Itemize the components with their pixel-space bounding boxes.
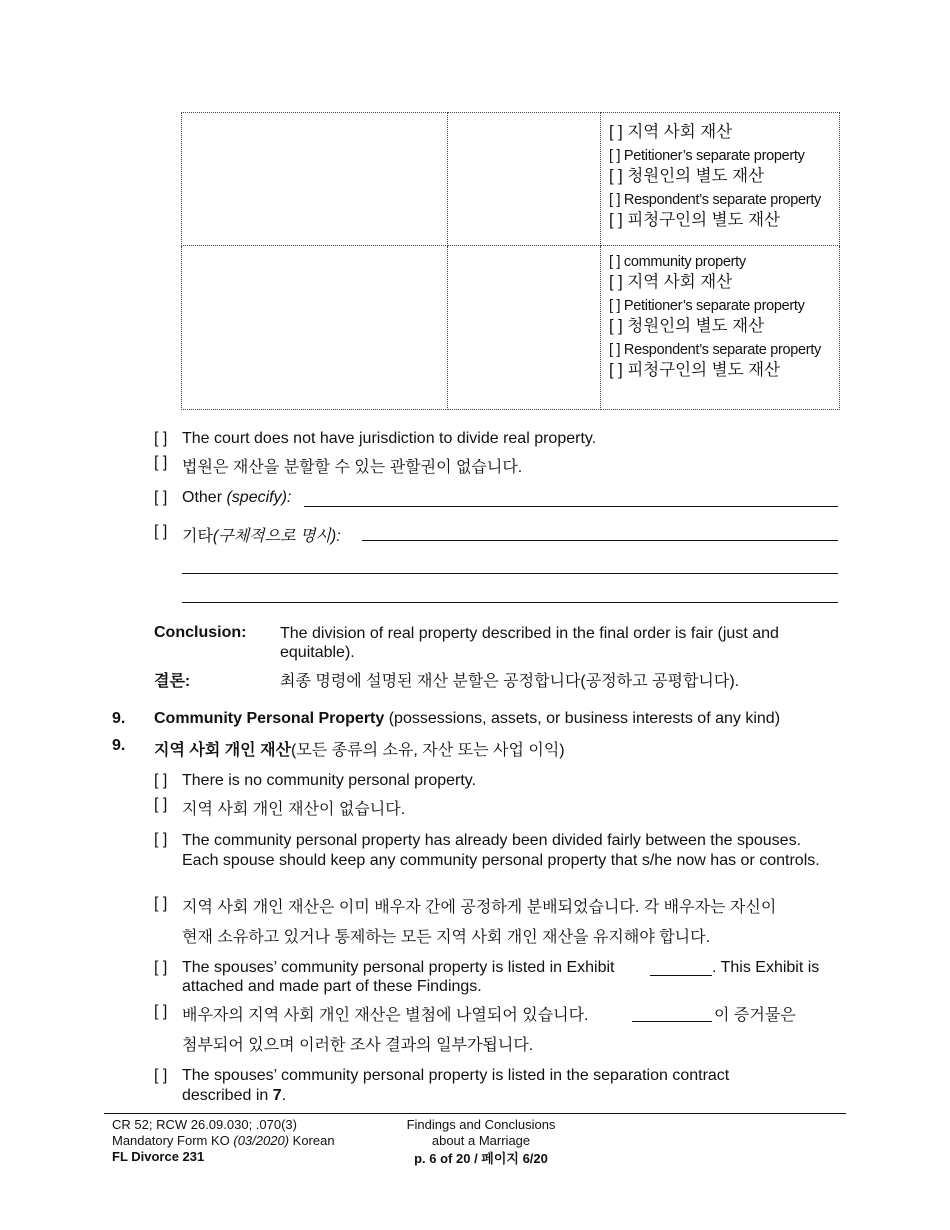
- footer-form-a: Mandatory Form KO: [112, 1133, 234, 1148]
- option-respondent-en[interactable]: [ ] Respondent’s separate property: [609, 192, 822, 208]
- exhibit-blank[interactable]: [650, 975, 712, 976]
- none-en: There is no community personal property.: [182, 772, 477, 789]
- contract-en-1: The spouses’ community personal property is listed in the separation contract: [182, 1067, 730, 1084]
- table-cell-options: [601, 246, 840, 410]
- none-ko: 지역 사회 개인 재산이 없습니다.: [182, 801, 406, 818]
- exhibit-ko-b: 이 증거물은: [714, 1007, 796, 1024]
- checkbox-no-jurisdiction-ko[interactable]: [ ]: [154, 454, 168, 471]
- other-specify: (specify):: [226, 489, 292, 506]
- other-label-ko: [182, 523, 341, 546]
- other-specify-line-ko[interactable]: [362, 540, 838, 541]
- option-community-ko[interactable]: [ ] 지역 사회 재산: [609, 123, 733, 141]
- section-subtitle-en: (possessions, assets, or business interests of any kind): [384, 710, 781, 727]
- exhibit-en-c: attached and made part of these Findings.: [182, 978, 482, 995]
- option-respondent-ko[interactable]: [ ] 피청구인의 별도 재산: [609, 211, 780, 229]
- contract-en-2-text: described in: [182, 1087, 273, 1104]
- table-row: [182, 246, 840, 410]
- table-cell-options: [601, 113, 840, 246]
- option-petitioner-en[interactable]: [ ] Petitioner’s separate property: [609, 298, 805, 314]
- contract-end: .: [281, 1087, 287, 1104]
- contract-ref[interactable]: 7: [272, 1087, 282, 1104]
- footer-form-date: (03/2020): [233, 1133, 290, 1148]
- option-community-ko[interactable]: [ ] 지역 사회 재산: [609, 273, 733, 291]
- conclusion-label-ko: 결론:: [154, 673, 191, 690]
- option-community-en[interactable]: [ ] community property: [609, 254, 746, 270]
- footer-divider: [104, 1113, 846, 1114]
- other-label-text: Other: [182, 489, 227, 506]
- checkbox-none-ko[interactable]: [ ]: [154, 796, 168, 813]
- blank-line[interactable]: [182, 573, 838, 574]
- section-title: [154, 710, 780, 728]
- exhibit-en-a: The spouses’ community personal property is listed in Exhibit: [182, 959, 615, 976]
- conclusion-text: The division of real property described in the final order is fair (just and equitable).: [280, 625, 779, 661]
- section-number-ko: 9.: [112, 737, 126, 754]
- conclusion-label: Conclusion:: [154, 624, 247, 641]
- checkbox-no-jurisdiction[interactable]: [ ]: [154, 430, 168, 447]
- divided-ko-2: 현재 소유하고 있거나 통제하는 모든 지역 사회 개인 재산을 유지해야 합니다.: [182, 929, 711, 946]
- exhibit-blank-ko[interactable]: [632, 1021, 712, 1022]
- page-number: p. 6 of 20 / 페이지 6/20: [414, 1151, 548, 1166]
- section-title-en: Community Personal Property: [154, 710, 385, 727]
- footer-form-lang: Korean: [289, 1133, 335, 1148]
- option-respondent-ko[interactable]: [ ] 피청구인의 별도 재산: [609, 361, 780, 379]
- divided-en: The community personal property has already been divided fairly between the spouses. Each spouse should keep any community personal property that s/he now has or controls.: [182, 832, 820, 869]
- other-specify-ko: (구체적으로 명시):: [212, 528, 341, 545]
- blank-line[interactable]: [182, 602, 838, 603]
- no-jurisdiction-en: The court does not have jurisdiction to divide real property.: [182, 430, 597, 447]
- other-specify-line[interactable]: [304, 506, 838, 507]
- section-subtitle-ko: (모든 종류의 소유, 자산 또는 사업 이익): [290, 742, 565, 759]
- section-title-ko: [154, 737, 565, 760]
- checkbox-other-ko[interactable]: [ ]: [154, 523, 168, 540]
- footer-form: [112, 1133, 335, 1149]
- checkbox-exhibit-ko[interactable]: [ ]: [154, 1003, 168, 1020]
- table-cell-value[interactable]: [448, 113, 601, 246]
- table-row: [182, 113, 840, 246]
- property-table: [181, 112, 840, 410]
- checkbox-divided-ko[interactable]: [ ]: [154, 895, 168, 912]
- option-petitioner-ko[interactable]: [ ] 청원인의 별도 재산: [609, 167, 765, 185]
- footer-title-1: Findings and Conclusions: [406, 1117, 556, 1132]
- exhibit-ko-c: 첨부되어 있으며 이러한 조사 결과의 일부가됩니다.: [182, 1037, 534, 1054]
- no-jurisdiction-ko: 법원은 재산을 분할할 수 있는 관할권이 없습니다.: [182, 459, 523, 476]
- checkbox-exhibit[interactable]: [ ]: [154, 959, 168, 976]
- footer-rule: CR 52; RCW 26.09.030; .070(3): [112, 1117, 297, 1132]
- checkbox-contract[interactable]: [ ]: [154, 1067, 168, 1084]
- footer-title-2: about a Marriage: [431, 1133, 531, 1148]
- other-label: [182, 489, 291, 507]
- divided-ko-1: 지역 사회 개인 재산은 이미 배우자 간에 공정하게 분배되었습니다. 각 배우자는 자신이: [182, 899, 777, 916]
- option-petitioner-ko[interactable]: [ ] 청원인의 별도 재산: [609, 317, 765, 335]
- footer-center: [392, 1117, 570, 1167]
- section-number: 9.: [112, 710, 126, 727]
- footer-form-id: FL Divorce 231: [112, 1149, 205, 1164]
- other-label-ko-text: 기타: [182, 528, 213, 545]
- exhibit-en-b: . This Exhibit is: [712, 959, 820, 976]
- conclusion-text-ko: 최종 명령에 설명된 재산 분할은 공정합니다(공정하고 공평합니다).: [280, 673, 740, 690]
- option-respondent-en[interactable]: [ ] Respondent’s separate property: [609, 342, 822, 358]
- checkbox-none[interactable]: [ ]: [154, 772, 168, 789]
- table-cell-description[interactable]: [182, 113, 448, 246]
- footer-left: [112, 1117, 335, 1165]
- section-title-ko-text: 지역 사회 개인 재산: [154, 742, 291, 759]
- table-cell-description[interactable]: [182, 246, 448, 410]
- exhibit-ko-a: 배우자의 지역 사회 개인 재산은 별첨에 나열되어 있습니다.: [182, 1007, 589, 1024]
- table-cell-value[interactable]: [448, 246, 601, 410]
- contract-en-2: [182, 1087, 286, 1105]
- checkbox-other[interactable]: [ ]: [154, 489, 168, 506]
- checkbox-divided[interactable]: [ ]: [154, 831, 168, 848]
- option-petitioner-en[interactable]: [ ] Petitioner’s separate property: [609, 148, 805, 164]
